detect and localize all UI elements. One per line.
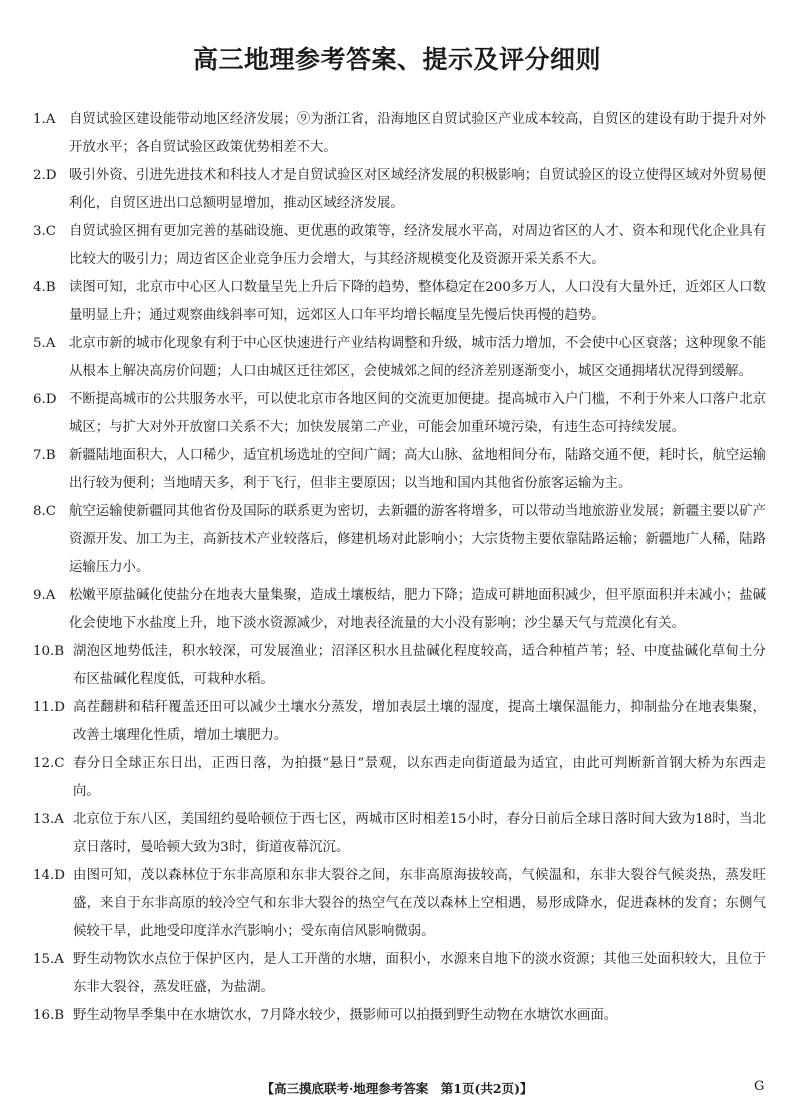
answer-item	[33, 694, 766, 750]
answer-item	[33, 1002, 766, 1030]
answer-explanation: 野生动物饮水点位于保护区内，是人工开凿的水塘，面积小，水源来自地下的淡水资源；其他三处面积较大，且位于东非大裂谷，蒸发旺盛，为盐湖。	[73, 952, 766, 995]
answer-item	[33, 498, 766, 582]
answer-explanation: 自贸试验区建设能带动地区经济发展；⑨为浙江省，沿海地区自贸试验区产业成本较高，自贸区的建设有助于提升对外开放水平；各自贸试验区政策优势相差不大。	[69, 112, 766, 155]
answer-number: 15.A	[33, 952, 64, 967]
answer-item	[33, 218, 766, 274]
answer-explanation: 高茬翻耕和秸秆覆盖还田可以减少土壤水分蒸发，增加表层土壤的湿度，提高土壤保温能力，抑制盐分在地表集聚，改善土壤理化性质，增加土壤肥力。	[73, 700, 766, 743]
answer-number: 8.C	[33, 504, 57, 519]
answer-item	[33, 638, 766, 694]
answer-number: 3.C	[33, 224, 57, 239]
answer-explanation: 湖泡区地势低洼，积水较深，可发展渔业；沼泽区积水且盐碱化程度较高，适合种植芦苇；轻、中度盐碱化草甸土分布区盐碱化程度低，可栽种水稻。	[73, 644, 766, 687]
answer-number: 10.B	[33, 644, 65, 659]
answer-number: 14.D	[33, 868, 66, 883]
answer-number: 6.D	[33, 392, 57, 407]
answer-explanation: 吸引外资、引进先进技术和科技人才是自贸试验区对区域经济发展的积极影响；自贸试验区的设立使得区域对外贸易便利化，自贸区进出口总额明显增加，推动区域经济发展。	[69, 168, 766, 211]
answer-explanation: 野生动物旱季集中在水塘饮水，7月降水较少，摄影师可以拍摄到野生动物在水塘饮水画面。	[73, 1008, 618, 1023]
answer-explanation: 松嫩平原盐碱化使盐分在地表大量集聚，造成土壤板结，肥力下降；造成可耕地面积减少，但平原面积并未减小；盐碱化会使地下水盐度上升，地下淡水资源减少，对地表径流量的大小没有影响；沙尘暴天气与荒漠化有关。	[69, 588, 766, 631]
answer-number: 12.C	[33, 756, 65, 771]
answer-number: 11.D	[33, 700, 66, 715]
answer-explanation: 航空运输使新疆同其他省份及国际的联系更为密切，去新疆的游客将增多，可以带动当地旅游业发展；新疆主要以矿产资源开发、加工为主，高新技术产业较落后，修建机场对此影响小；大宗货物主要依靠陆路运输；新疆地广人稀，陆路运输压力小。	[69, 504, 766, 575]
answer-number: 5.A	[33, 336, 56, 351]
answer-number: 9.A	[33, 588, 56, 603]
answer-item	[33, 806, 766, 862]
answer-item	[33, 106, 766, 162]
answer-explanation: 自贸试验区拥有更加完善的基础设施、更优惠的政策等，经济发展水平高，对周边省区的人才、资本和现代化企业具有比较大的吸引力；周边省区企业竞争压力会增大，与其经济规模变化及资源开采关系不大。	[69, 224, 766, 267]
answer-explanation: 由图可知，茂以森林位于东非高原和东非大裂谷之间，东非高原海拔较高，气候温和，东非大裂谷气候炎热，蒸发旺盛，来自于东非高原的较冷空气和东非大裂谷的热空气在茂以森林上空相遇，易形成降水，促进森林的发育；东侧气候较干旱，此地受印度洋水汽影响小；受东南信风影响微弱。	[73, 868, 766, 939]
answer-item	[33, 330, 766, 386]
answer-explanation: 不断提高城市的公共服务水平，可以使北京市各地区间的交流更加便捷。提高城市入户门槛，不利于外来人口落户北京城区；与扩大对外开放窗口关系不大；加快发展第二产业，可能会加重环境污染，有违生态可持续发展。	[69, 392, 766, 435]
answer-number: 13.A	[33, 812, 64, 827]
page-footer: 【高三摸底联考·地理参考答案 第1页(共2页)】	[261, 1081, 533, 1096]
answer-explanation: 新疆陆地面积大，人口稀少，适宜机场选址的空间广阔；高大山脉、盆地相间分布，陆路交通不便，耗时长，航空运输出行较为便利；当地晴天多，利于飞行，但非主要原因；以当地和国内其他省份旅客运输为主。	[69, 448, 766, 491]
answer-list	[33, 106, 766, 1030]
answer-item	[33, 750, 766, 806]
answer-item	[33, 442, 766, 498]
answer-item	[33, 386, 766, 442]
answer-item	[33, 946, 766, 1002]
answer-item	[33, 862, 766, 946]
answer-number: 16.B	[33, 1008, 65, 1023]
answer-number: 7.B	[33, 448, 56, 463]
answer-item	[33, 162, 766, 218]
answer-explanation: 读图可知，北京市中心区人口数量呈先上升后下降的趋势，整体稳定在200多万人，人口没有大量外迁，近郊区人口数量明显上升；通过观察曲线斜率可知，远郊区人口年平均增长幅度呈先慢后快再慢的趋势。	[69, 280, 766, 323]
answer-item	[33, 582, 766, 638]
answer-item	[33, 274, 766, 330]
corner-mark: G	[754, 1079, 765, 1094]
answer-explanation: 北京位于东八区，美国纽约曼哈顿位于西七区，两城市区时相差15小时，春分日前后全球日落时间大致为18时，当北京日落时，曼哈顿大致为3时，街道夜幕沉沉。	[73, 812, 766, 855]
answer-explanation: 春分日全球正东日出，正西日落，为拍摄“悬日”景观，以东西走向街道最为适宜，由此可判断新首钢大桥为东西走向。	[73, 756, 766, 799]
answer-number: 4.B	[33, 280, 56, 295]
page-title: 高三地理参考答案、提示及评分细则	[192, 45, 601, 74]
answer-number: 2.D	[33, 168, 57, 183]
answer-number: 1.A	[33, 112, 56, 127]
answer-explanation: 北京市新的城市化现象有利于中心区快速进行产业结构调整和升级，城市活力增加，不会使中心区衰落；这种现象不能从根本上解决高房价问题；人口由城区迁往郊区，会使城郊之间的经济差别逐渐变小，城区交通拥堵状况得到缓解。	[69, 336, 766, 379]
